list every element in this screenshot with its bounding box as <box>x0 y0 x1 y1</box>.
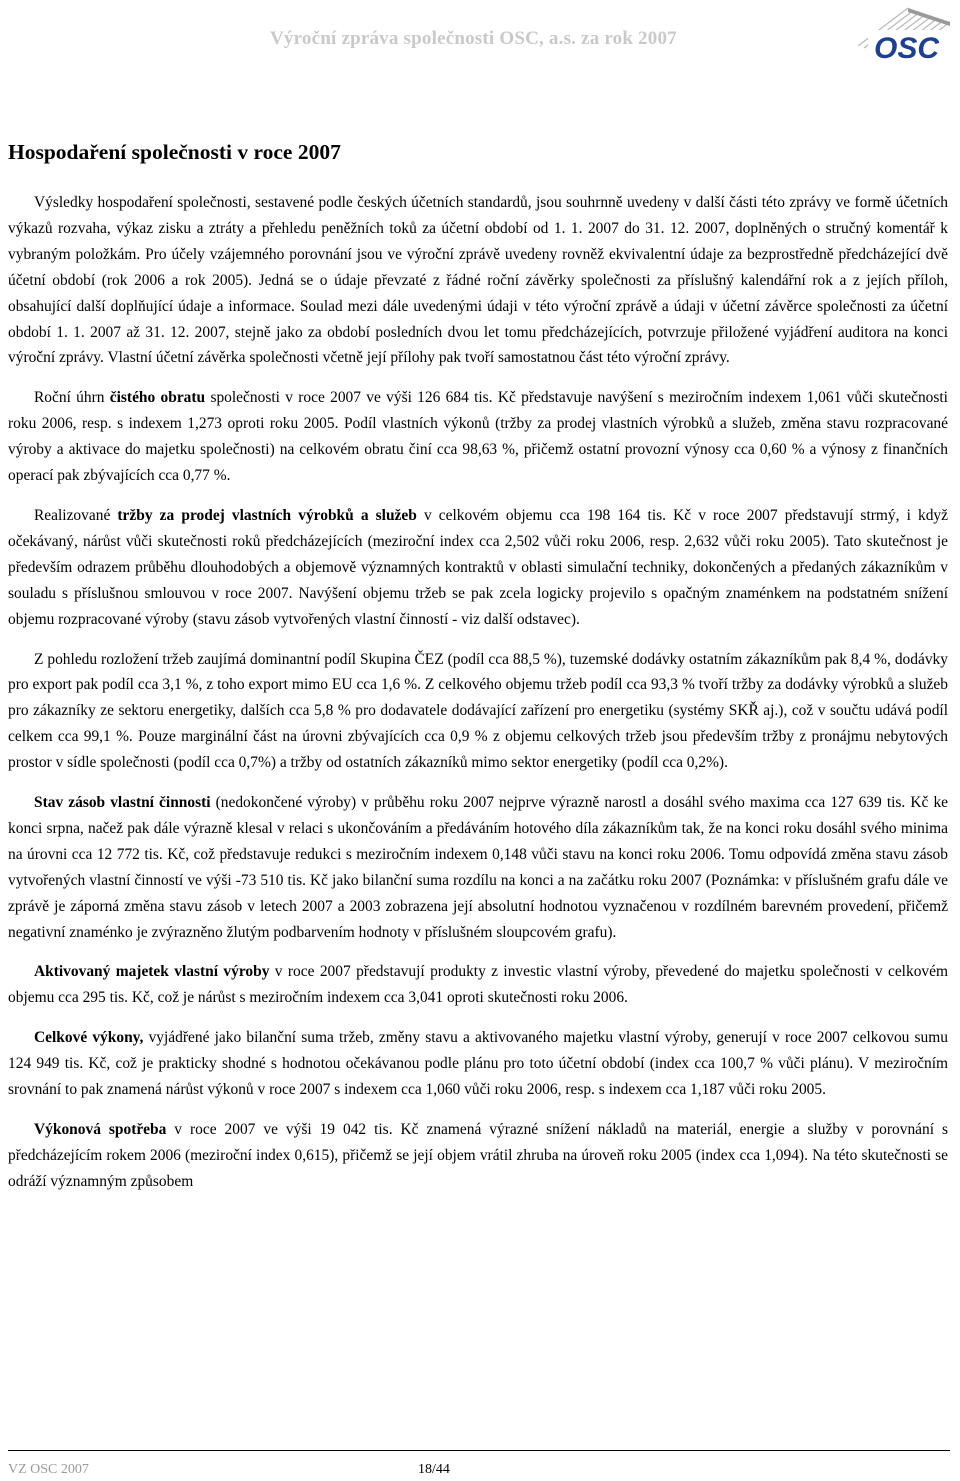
paragraph-text: v celkovém objemu cca 198 164 tis. Kč v roce 2007 představují strmý, i když očekávaný, nárůst vůči skutečnosti roků předcházejících (meziroční index cca 2,502 vůči roku 2006, resp. 2,632 vůči roku 2005). Tato skutečnost je především odrazem průběhu dlouhodobých a objemově významných kontraktů v oblasti simulační techniky, dokončených a předaných zákazníkům v souladu s příslušnou smlouvou v roce 2007. Navýšení objemu tržeb se pak zcela logicky projevilo s opačným znaménkem na podstatném snížení objemu rozpracované výroby (stavu zásob vytvořených vlastní činností - viz další odstavec). <box>8 506 948 628</box>
footer-divider <box>8 1450 950 1451</box>
paragraph-text: Z pohledu rozložení tržeb zaujímá dominantní podíl Skupina ČEZ (podíl cca 88,5 %), tuzemské dodávky ostatním zákazníkům pak 8,4 %, dodávky pro export pak podíl cca 3,1 %, z toho export mimo EU cca 1,6 %. Z celkového objemu tržeb podíl cca 93,3 % tvoří tržby za dodávky výrobků a služeb pro zákazníky ze sektoru energetiky, dalších cca 5,8 % pro dodavatele dodávající zařízení pro energetiku (systémy SKŘ aj.), což v součtu udává podíl celkem cca 99,1 %. Pouze marginální část na úrovni zbývajících cca 0,9 % z objemu celkových tržeb jsou především tržby z pronájmu nebytových prostor v sídle společnosti (podíl cca 0,7%) a tržby od ostatních zákazníků mimo sektor energetiky (podíl cca 0,2%). <box>8 650 948 772</box>
page-header <box>0 0 960 70</box>
bold-term: čistého obratu <box>109 389 206 407</box>
paragraph <box>8 647 948 777</box>
header-title: Výroční zpráva společnosti OSC, a.s. za rok 2007 <box>270 28 677 49</box>
bold-term: Stav zásob vlastní činnosti <box>34 794 211 812</box>
paragraph-text: Výsledky hospodaření společnosti, sestavené podle českých účetních standardů, jsou souhrnně uvedeny v další části této zprávy ve formě účetních výkazů rozvaha, výkaz zisku a ztráty a přehledu peněžních toků za účetní období od 1. 1. 2007 do 31. 12. 2007, doplněných o stručný komentář k vybraným položkám. Pro účely vzájemného porovnání jsou ve výroční zprávě uvedeny rovněž ekvivalentní údaje za bezprostředně předcházející dvě účetní období (rok 2006 a rok 2005). Jedná se o údaje převzaté z řádné roční závěrky společnosti za příslušný kalendářní rok a z jejích příloh, obsahující další doplňující údaje a informace. Soulad mezi dále uvedenými údaji v této výroční zprávě a údaji v účetní závěrce společnosti za účetní období 1. 1. 2007 až 31. 12. 2007, stejně jako za období posledních dvou let tomu předcházejících, potvrzuje přiložené vyjádření auditora na konci výroční zprávy. Vlastní účetní závěrka společnosti včetně její přílohy pak tvoří samostatnou část této výroční zprávy. <box>8 194 948 367</box>
paragraph <box>8 790 948 945</box>
paragraph <box>8 1117 948 1195</box>
paragraph-text: společnosti v roce 2007 ve výši 126 684 tis. Kč představuje navýšení s meziročním indexem 1,061 vůči skutečnosti roku 2006, resp. s indexem 1,273 oproti roku 2005. Podíl vlastních výkonů (tržby za prodej vlastních výrobků a služeb, změna stavu rozpracované výroby a aktivace do majetku společnosti) na celkovém obratu činí cca 98,63 %, přičemž ostatní provozní výnosy cca 0,60 % a výnosy z finančních operací pak zbývajících cca 0,77 %. <box>8 389 948 485</box>
paragraph <box>8 190 948 371</box>
paragraph-text: v roce 2007 představují produkty z investic vlastní výroby, převedené do majetku společnosti v celkovém objemu cca 295 tis. Kč, což je nárůst s meziročním indexem cca 3,041 oproti skutečnosti roku 2006. <box>8 963 948 1007</box>
footer-document-id: VZ OSC 2007 <box>8 1462 89 1477</box>
body-text <box>8 190 948 1209</box>
paragraph <box>8 1025 948 1103</box>
paragraph <box>8 503 948 633</box>
paragraph-text: (nedokončené výroby) v průběhu roku 2007 nejprve výrazně narostl a dosáhl svého maxima cca 127 639 tis. Kč ke konci srpna, načež pak dále výrazně klesal v relaci s ukončováním a předáváním hotového díla zákazníkům tak, že na konci roku dosáhl svého minima na úrovni cca 12 772 tis. Kč, což představuje redukci s meziročním indexem 0,148 vůči stavu na konci roku 2006. Tomu odpovídá změna stavu zásob vytvořených vlastní činností ve výši -73 510 tis. Kč jako bilanční suma rozdílu na konci a na začátku roku 2007 (Poznámka: v příslušném grafu dále ve zprávě je záporná změna stavu zásob v letech 2007 a 2003 zobrazena její absolutní hodnotou vyznačenou v rozdílném barevném provedení, přičemž negativní znaménko je zvýrazněno žlutým podbarvením hodnoty v příslušném sloupcovém grafu). <box>8 794 949 941</box>
bold-term: tržby za prodej vlastních výrobků a služeb <box>117 506 417 524</box>
logo-text: OSC <box>874 32 940 65</box>
paragraph-text: Realizované <box>34 506 118 524</box>
bold-term: Celkové výkony, <box>34 1029 144 1047</box>
paragraph-text: v roce 2007 ve výši 19 042 tis. Kč znamená výrazné snížení nákladů na materiál, energie a služby v porovnání s předcházejícím rokem 2006 (meziroční index 0,615), přičemž se její objem vrátil zhruba na úroveň roku 2005 (index cca 1,094). Na této skutečnosti se odráží významným způsobem <box>8 1121 948 1190</box>
paragraph-text: Roční úhrn <box>34 389 110 407</box>
bold-term: Výkonová spotřeba <box>34 1121 167 1138</box>
paragraph <box>8 385 948 489</box>
bold-term: Aktivovaný majetek vlastní výroby <box>34 963 270 981</box>
paragraph <box>8 959 948 1011</box>
page-number: 18/44 <box>418 1462 450 1477</box>
page-title: Hospodaření společnosti v roce 2007 <box>8 140 341 164</box>
page-footer <box>0 1450 960 1481</box>
paragraph-text: vyjádřené jako bilanční suma tržeb, změny stavu a aktivovaného majetku vlastní výroby, generují v roce 2007 celkovou sumu 124 949 tis. Kč, což je prakticky shodné s hodnotou očekávanou podle plánu pro toto účetní období (index cca 100,7 % vůči plánu). V meziročním srovnání to pak znamená nárůst výkonů v roce 2007 s indexem cca 1,060 vůči roku 2006, resp. s indexem cca 1,187 vůči roku 2005. <box>8 1029 949 1099</box>
osc-logo-icon <box>838 2 956 68</box>
